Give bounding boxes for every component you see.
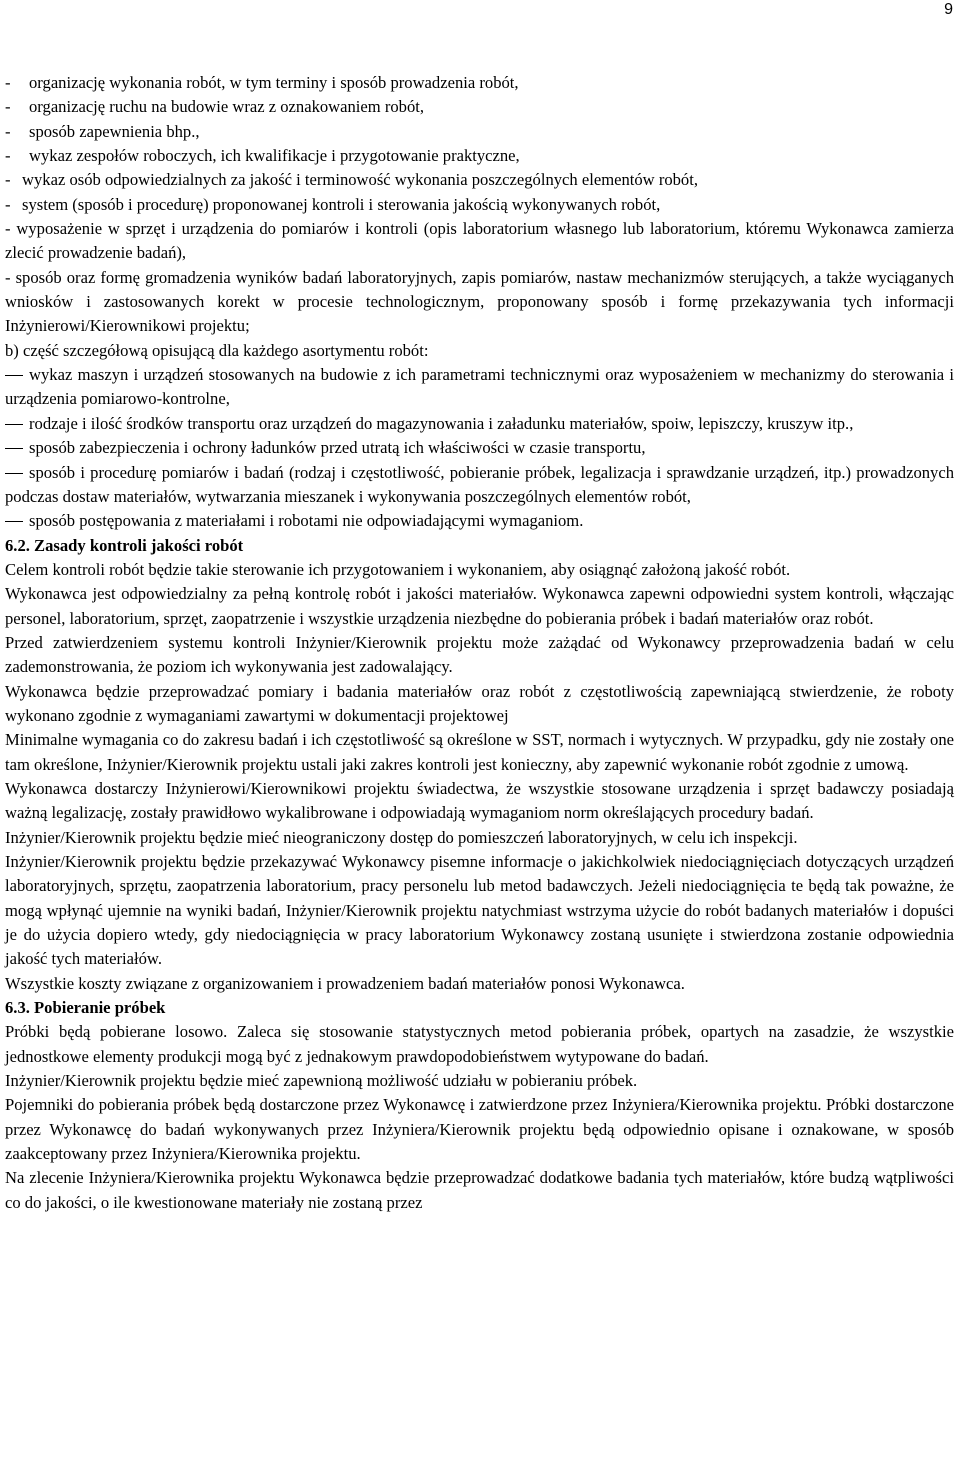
dash-item <box>5 509 954 533</box>
section-heading <box>5 996 954 1020</box>
list-item: - organizację ruchu na budowie wraz z oznakowaniem robót, <box>5 95 954 119</box>
section-number: 6.2. <box>5 535 30 555</box>
section-title: Pobieranie próbek <box>34 998 166 1018</box>
dash-item <box>5 363 954 412</box>
paragraph: Przed zatwierdzeniem systemu kontroli Inżynier/Kierownik projektu może zażądać od Wykonawcy przeprowadzenia badań w celu zademonstrowania, że poziom ich wykonywania jest zadowalający. <box>5 632 954 677</box>
paragraph: Wykonawca będzie przeprowadzać pomiary i badania materiałów oraz robót z częstotliwością zapewniającą stwierdzenie, że roboty wykonano zgodnie z wymaganiami zawartymi w dokumentacji projektowej <box>5 681 954 725</box>
paragraph: Minimalne wymagania co do zakresu badań i ich częstotliwość są określone w SST, normach i wytycznych. W przypadku, gdy nie zostały one tam określone, Inżynier/Kierownik projektu ustali jaki zakres kontroli jest konieczny, aby zapewnić wykonanie robót zgodnie z umową. <box>5 730 954 774</box>
list-item-text: wyposażenie w sprzęt i urządzenia do pomiarów i kontroli (opis laboratorium własnego lub laboratorium, któremu Wykonawca zamierza zlecić prowadzenie badań), <box>5 219 954 263</box>
paragraph: Próbki będą pobierane losowo. Zaleca się stosowanie statystycznych metod pobierania próbek, opartych na zasadzie, że wszystkie jednostkowe elementy produkcji mogą być z jednakowym prawdopodobieństwem wytypowane do badań. <box>5 1022 954 1066</box>
dash-item <box>5 436 954 460</box>
list-item-text: system (sposób i procedurę) proponowanej kontroli i sterowania jakością wykonywanych robót, <box>22 194 661 214</box>
paragraph: Inżynier/Kierownik projektu będzie mieć nieograniczony dostęp do pomieszczeń laboratoryjnych, w celu ich inspekcji. <box>5 827 798 847</box>
document-body <box>5 71 954 1215</box>
paragraph: Na zlecenie Inżyniera/Kierownika projektu Wykonawca będzie przeprowadzać dodatkowe badania tych materiałów, które budzą wątpliwości co do jakości, o ile kwestionowane materiały nie zostaną przez <box>5 1168 954 1212</box>
paragraph: Celem kontroli robót będzie takie sterowanie ich przygotowaniem i wykonaniem, aby osiągnąć założoną jakość robót. <box>5 559 791 579</box>
paragraph: Wykonawca jest odpowiedzialny za pełną kontrolę robót i jakości materiałów. Wykonawca zapewni odpowiedni system kontroli, włączając personel, laboratorium, sprzęt, zaopatrzenie i wszystkie urządzenia niezbędne do pobierania próbek i badań materiałów oraz robót. <box>5 584 954 628</box>
paragraph: Wszystkie koszty związane z organizowaniem i prowadzeniem badań materiałów ponosi Wykonawca. <box>5 973 685 993</box>
paragraph: Inżynier/Kierownik projektu będzie przekazywać Wykonawcy pisemne informacje o jakichkolwiek niedociągnięciach dotyczących urządzeń laboratoryjnych, sprzętu, zaopatrzenia laboratorium, pracy personelu lub metod badawczych. Jeżeli niedociągnięcia te będą tak poważne, że mogą wpłynąć ujemnie na wyniki badań, Inżynier/Kierownik projektu natychmiast wstrzyma użycie do robót badanych materiałów i dopuści je do użycia dopiero wtedy, gdy niedociągnięcia w pracy laboratorium Wykonawcy zostaną usunięte i stwierdzona zostanie odpowiednia jakość tych materiałów. <box>5 852 954 969</box>
page-number: 9 <box>944 1 953 18</box>
section-number: 6.3. <box>5 998 30 1018</box>
list-item-text: wykaz osób odpowiedzialnych za jakość i terminowość wykonania poszczególnych elementów robót, <box>22 170 698 190</box>
list-item: - system (sposób i procedurę) proponowanej kontroli i sterowania jakością wykonywanych robót, <box>5 193 954 217</box>
section-title: Zasady kontroli jakości robót <box>34 535 244 555</box>
list-item-text: sposób oraz formę gromadzenia wyników badań laboratoryjnych, zapis pomiarów, nastaw mechanizmów sterujących, a także wyciąganych wniosków i zastosowanych korekt w procesie technologicznym, proponowany sposób i formę przekazywania tych informacji Inżynierowi/Kierownikowi projektu; <box>5 267 954 336</box>
list-item: - wykaz zespołów roboczych, ich kwalifikacje i przygotowanie praktyczne, <box>5 144 954 168</box>
dash-item-text: rodzaje i ilość środków transportu oraz urządzeń do magazynowania i załadunku materiałów, spoiw, lepiszczy, kruszyw itp., <box>29 413 854 433</box>
paragraph: Pojemniki do pobierania próbek będą dostarczone przez Wykonawcę i zatwierdzone przez Inżyniera/Kierownika projektu. Próbki dostarczone przez Wykonawcę do badań wykonywanych przez Inżyniera/Kierownik projektu będą odpowiednio opisane i oznakowane, w sposób zaakceptowany przez Inżyniera/Kierownika projektu. <box>5 1095 954 1164</box>
subsection-intro: b) część szczegółową opisującą dla każdego asortymentu robót: <box>5 340 429 360</box>
list-item: - wyposażenie w sprzęt i urządzenia do pomiarów i kontroli (opis laboratorium własnego lub laboratorium, któremu Wykonawca zamierza zlecić prowadzenie badań), <box>5 219 954 263</box>
dash-item-text: sposób postępowania z materiałami i robotami nie odpowiadającymi wymaganiom. <box>29 511 584 531</box>
dash-item-text: sposób zabezpieczenia i ochrony ładunków przed utratą ich właściwości w czasie transportu, <box>29 438 646 458</box>
paragraph: Wykonawca dostarczy Inżynierowi/Kierownikowi projektu świadectwa, że wszystkie stosowane urządzenia i sprzęt badawczy posiadają ważną legalizację, zostały prawidłowo wykalibrowane i odpowiadają wymaganiom norm określających procedury badań. <box>5 778 954 823</box>
dash-item <box>5 461 954 510</box>
list-item: - sposób zapewnienia bhp., <box>5 120 954 144</box>
paragraph: Inżynier/Kierownik projektu będzie mieć zapewnioną możliwość udziału w pobieraniu próbek. <box>5 1071 638 1091</box>
section-heading <box>5 534 954 558</box>
dash-item-text: wykaz maszyn i urządzeń stosowanych na budowie z ich parametrami technicznymi oraz wyposażeniem w mechanizmy do sterowania i urządzenia pomiarowo-kontrolne, <box>5 365 954 409</box>
dash-item <box>5 412 954 436</box>
list-item: - sposób oraz formę gromadzenia wyników badań laboratoryjnych, zapis pomiarów, nastaw mechanizmów sterujących, a także wyciąganych wniosków i zastosowanych korekt w procesie technologicznym, proponowany sposób i formę przekazywania tych informacji Inżynierowi/Kierownikowi projektu; <box>5 267 954 336</box>
dash-item-text: sposób i procedurę pomiarów i badań (rodzaj i częstotliwość, pobieranie próbek, legalizacja i sprawdzanie urządzeń, itp.) prowadzonych podczas dostaw materiałów, wytwarzania mieszanek i wykonywania poszczególnych elementów robót, <box>5 462 954 506</box>
list-item-text: wykaz zespołów roboczych, ich kwalifikacje i przygotowanie praktyczne, <box>29 146 520 166</box>
list-item-text: sposób zapewnienia bhp., <box>29 121 200 141</box>
list-item-text: organizację wykonania robót, w tym terminy i sposób prowadzenia robót, <box>29 73 519 92</box>
list-item: - organizację wykonania robót, w tym terminy i sposób prowadzenia robót, <box>5 71 954 95</box>
list-item: - wykaz osób odpowiedzialnych za jakość i terminowość wykonania poszczególnych elementów robót, <box>5 168 954 192</box>
list-item-text: organizację ruchu na budowie wraz z oznakowaniem robót, <box>29 97 425 117</box>
